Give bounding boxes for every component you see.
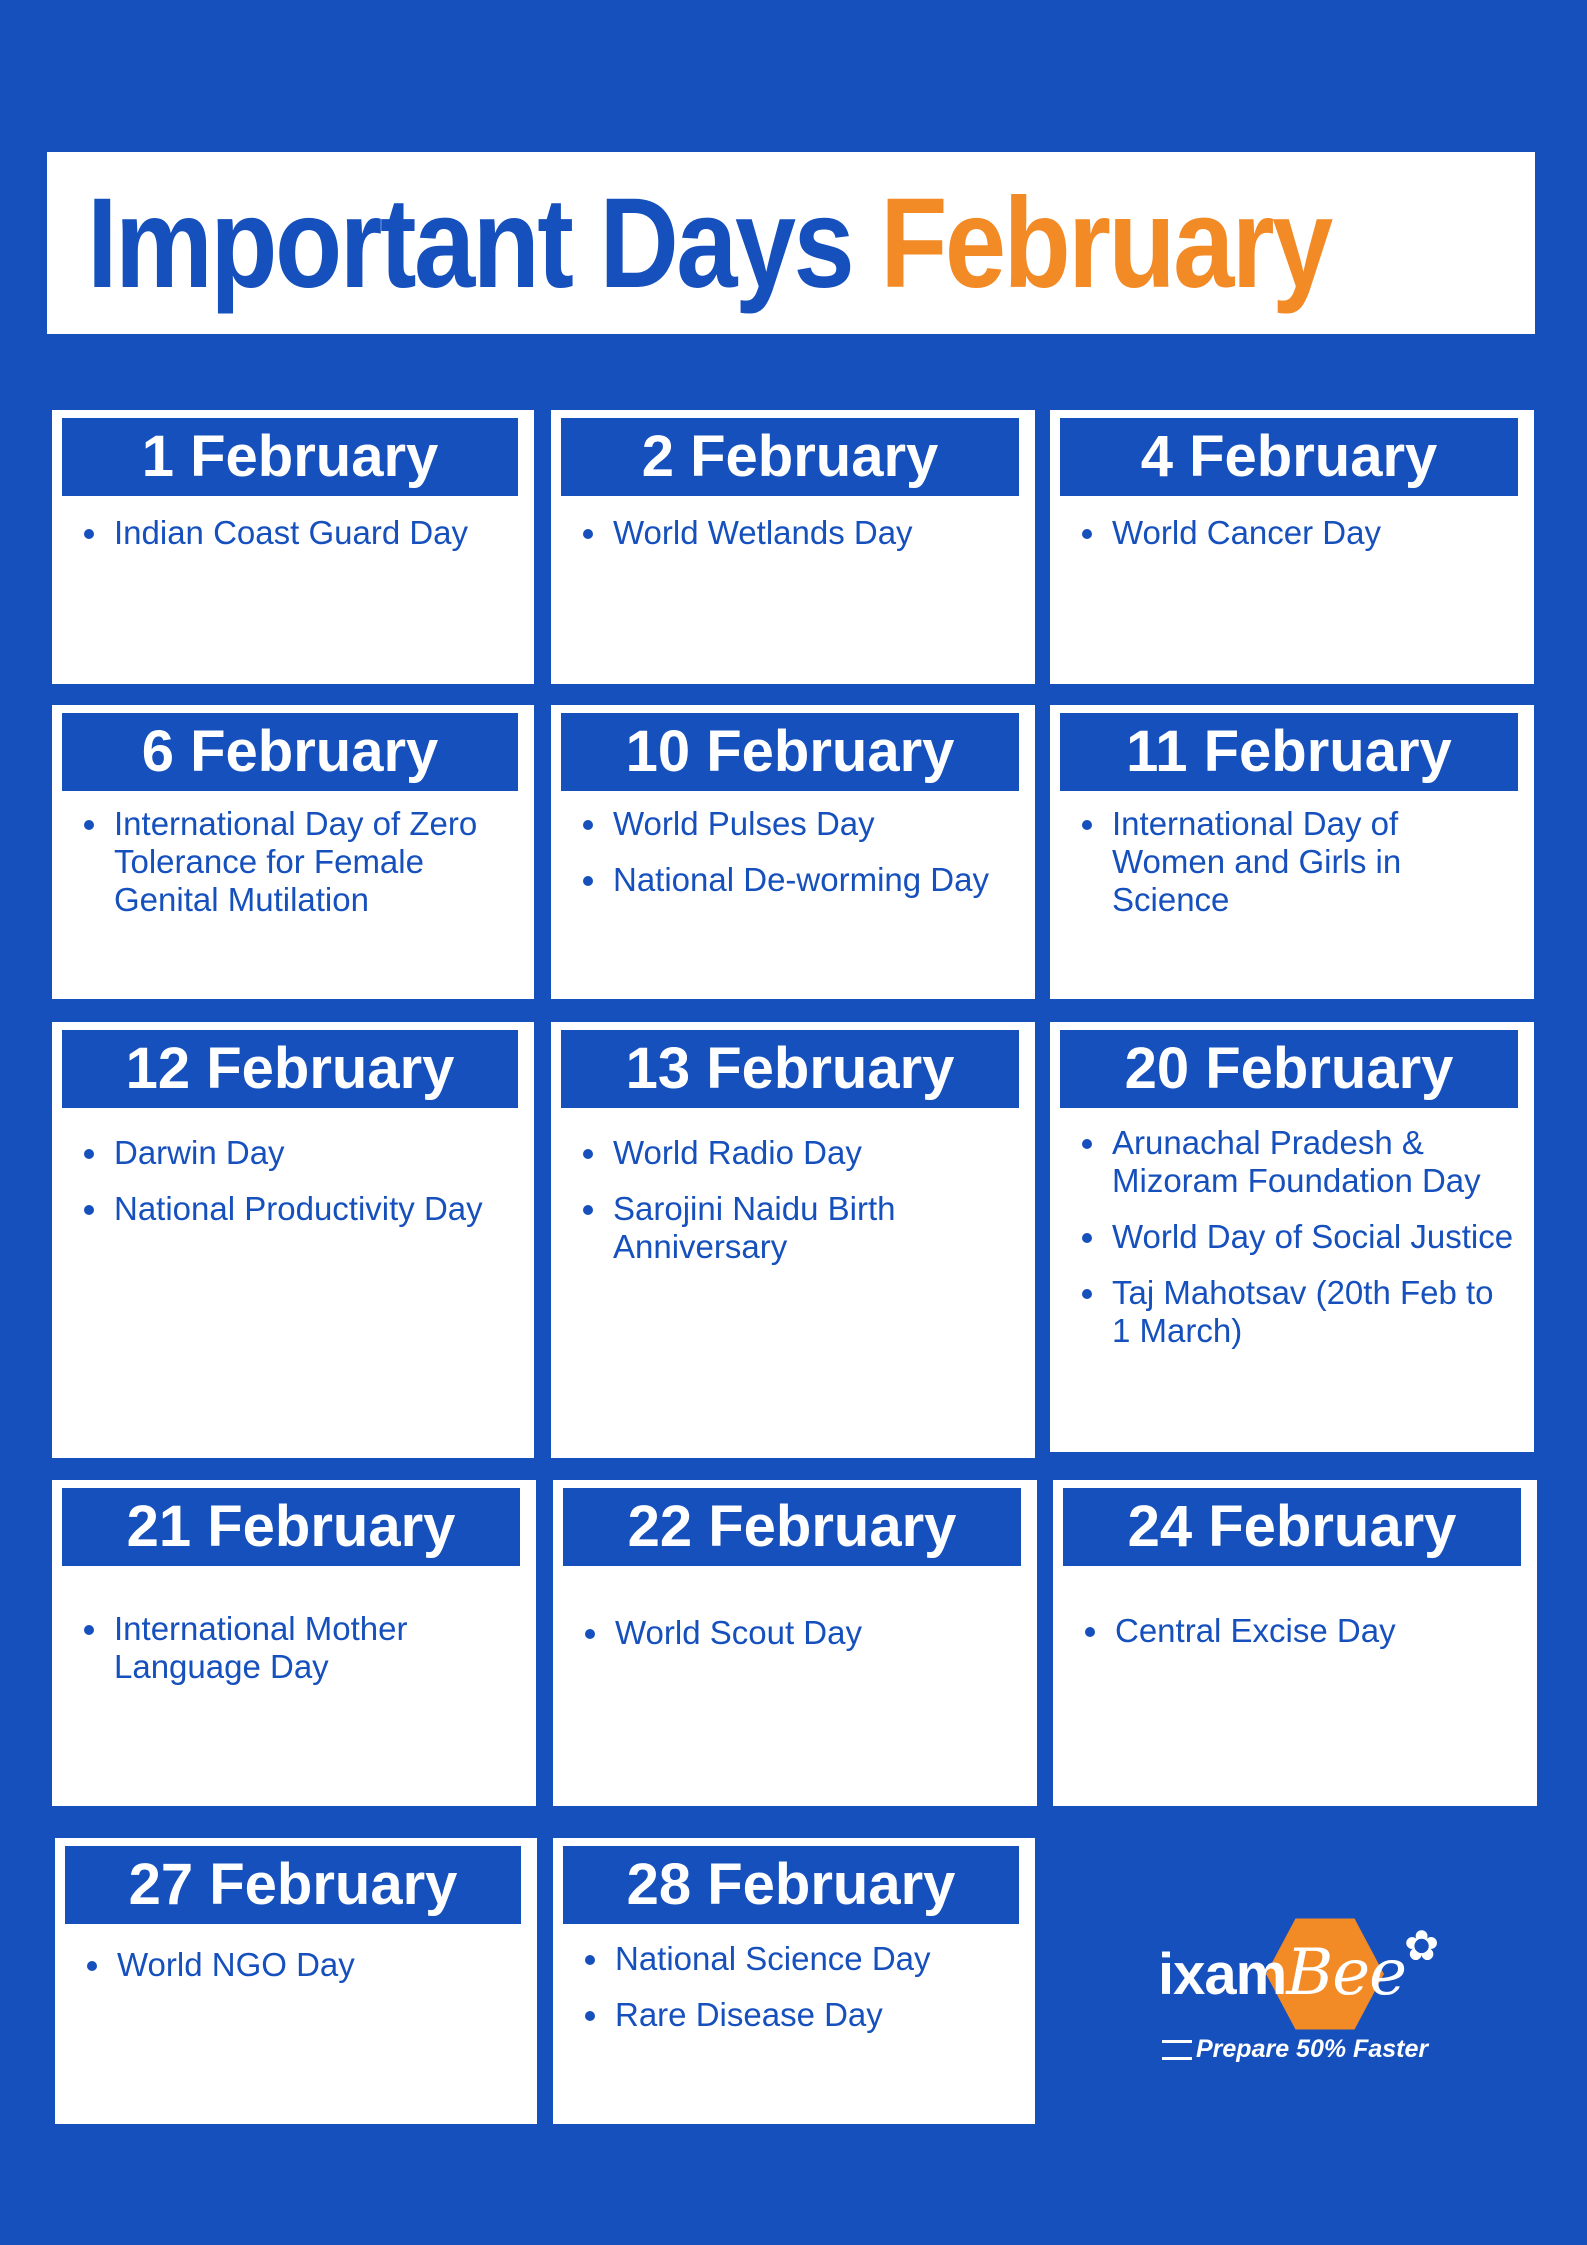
event-item: Central Excise Day (1083, 1612, 1523, 1650)
card-date: 6 February (62, 713, 518, 791)
day-card (1050, 1022, 1534, 1452)
day-card (551, 705, 1035, 999)
brand-part2: Bee (1286, 1936, 1406, 2010)
event-item: Sarojini Naidu Birth Anniversary (581, 1190, 1021, 1266)
day-card (52, 1480, 536, 1806)
brand-wordmark (1158, 1936, 1406, 2010)
title-banner (47, 152, 1535, 334)
page-title (87, 174, 1331, 314)
event-item: National De-worming Day (581, 861, 1021, 899)
event-list (1080, 514, 1520, 570)
event-item: International Day of Women and Girls in Science (1080, 805, 1520, 919)
event-item: Arunachal Pradesh & Mizoram Foundation Day (1080, 1124, 1520, 1200)
day-card (55, 1838, 537, 2124)
event-list (581, 805, 1021, 917)
event-list (82, 1610, 522, 1704)
day-card (1053, 1480, 1537, 1806)
event-item: World Cancer Day (1080, 514, 1520, 552)
event-item: Indian Coast Guard Day (82, 514, 520, 552)
brand-part1: ixam (1158, 1942, 1287, 2007)
bee-icon: ✿ (1404, 1922, 1440, 1969)
brand-logo (1158, 1915, 1448, 2085)
event-item: World Scout Day (583, 1614, 1023, 1652)
card-date: 4 February (1060, 418, 1518, 496)
card-date: 21 February (62, 1488, 520, 1566)
speed-lines-icon (1162, 2040, 1192, 2060)
event-item: International Mother Language Day (82, 1610, 522, 1686)
event-item: Rare Disease Day (583, 1996, 1021, 2034)
day-card (52, 705, 534, 999)
event-item: World Radio Day (581, 1134, 1021, 1172)
logo-tagline (1162, 2035, 1428, 2064)
event-list (583, 1940, 1021, 2052)
day-card (551, 410, 1035, 684)
event-list (1080, 1124, 1520, 1368)
event-list (1080, 805, 1520, 937)
card-date: 11 February (1060, 713, 1518, 791)
card-date: 1 February (62, 418, 518, 496)
event-list (85, 1946, 523, 2002)
day-card (1050, 705, 1534, 999)
day-card (1050, 410, 1534, 684)
event-item: World Wetlands Day (581, 514, 1021, 552)
card-date: 22 February (563, 1488, 1021, 1566)
day-card (52, 1022, 534, 1458)
event-item: Darwin Day (82, 1134, 520, 1172)
tagline-text: Prepare 50% Faster (1196, 2035, 1429, 2063)
event-list (82, 1134, 520, 1246)
day-card (553, 1838, 1035, 2124)
event-item: World Day of Social Justice (1080, 1218, 1520, 1256)
title-part-orange: February (880, 172, 1331, 315)
event-item: World Pulses Day (581, 805, 1021, 843)
event-list (1083, 1612, 1523, 1668)
title-part-blue: Important Days (87, 172, 853, 315)
event-list (581, 1134, 1021, 1284)
card-date: 12 February (62, 1030, 518, 1108)
card-date: 24 February (1063, 1488, 1521, 1566)
event-item: Taj Mahotsav (20th Feb to 1 March) (1080, 1274, 1520, 1350)
card-date: 2 February (561, 418, 1019, 496)
day-card (553, 1480, 1037, 1806)
card-date: 27 February (65, 1846, 521, 1924)
card-date: 13 February (561, 1030, 1019, 1108)
day-card (551, 1022, 1035, 1458)
event-item: World NGO Day (85, 1946, 523, 1984)
card-date: 20 February (1060, 1030, 1518, 1108)
event-list (82, 805, 520, 937)
event-item: National Productivity Day (82, 1190, 520, 1228)
event-list (581, 514, 1021, 570)
event-item: International Day of Zero Tolerance for Female Genital Mutilation (82, 805, 520, 919)
card-date: 10 February (561, 713, 1019, 791)
card-date: 28 February (563, 1846, 1019, 1924)
event-list (82, 514, 520, 570)
event-list (583, 1614, 1023, 1670)
day-card (52, 410, 534, 684)
event-item: National Science Day (583, 1940, 1021, 1978)
